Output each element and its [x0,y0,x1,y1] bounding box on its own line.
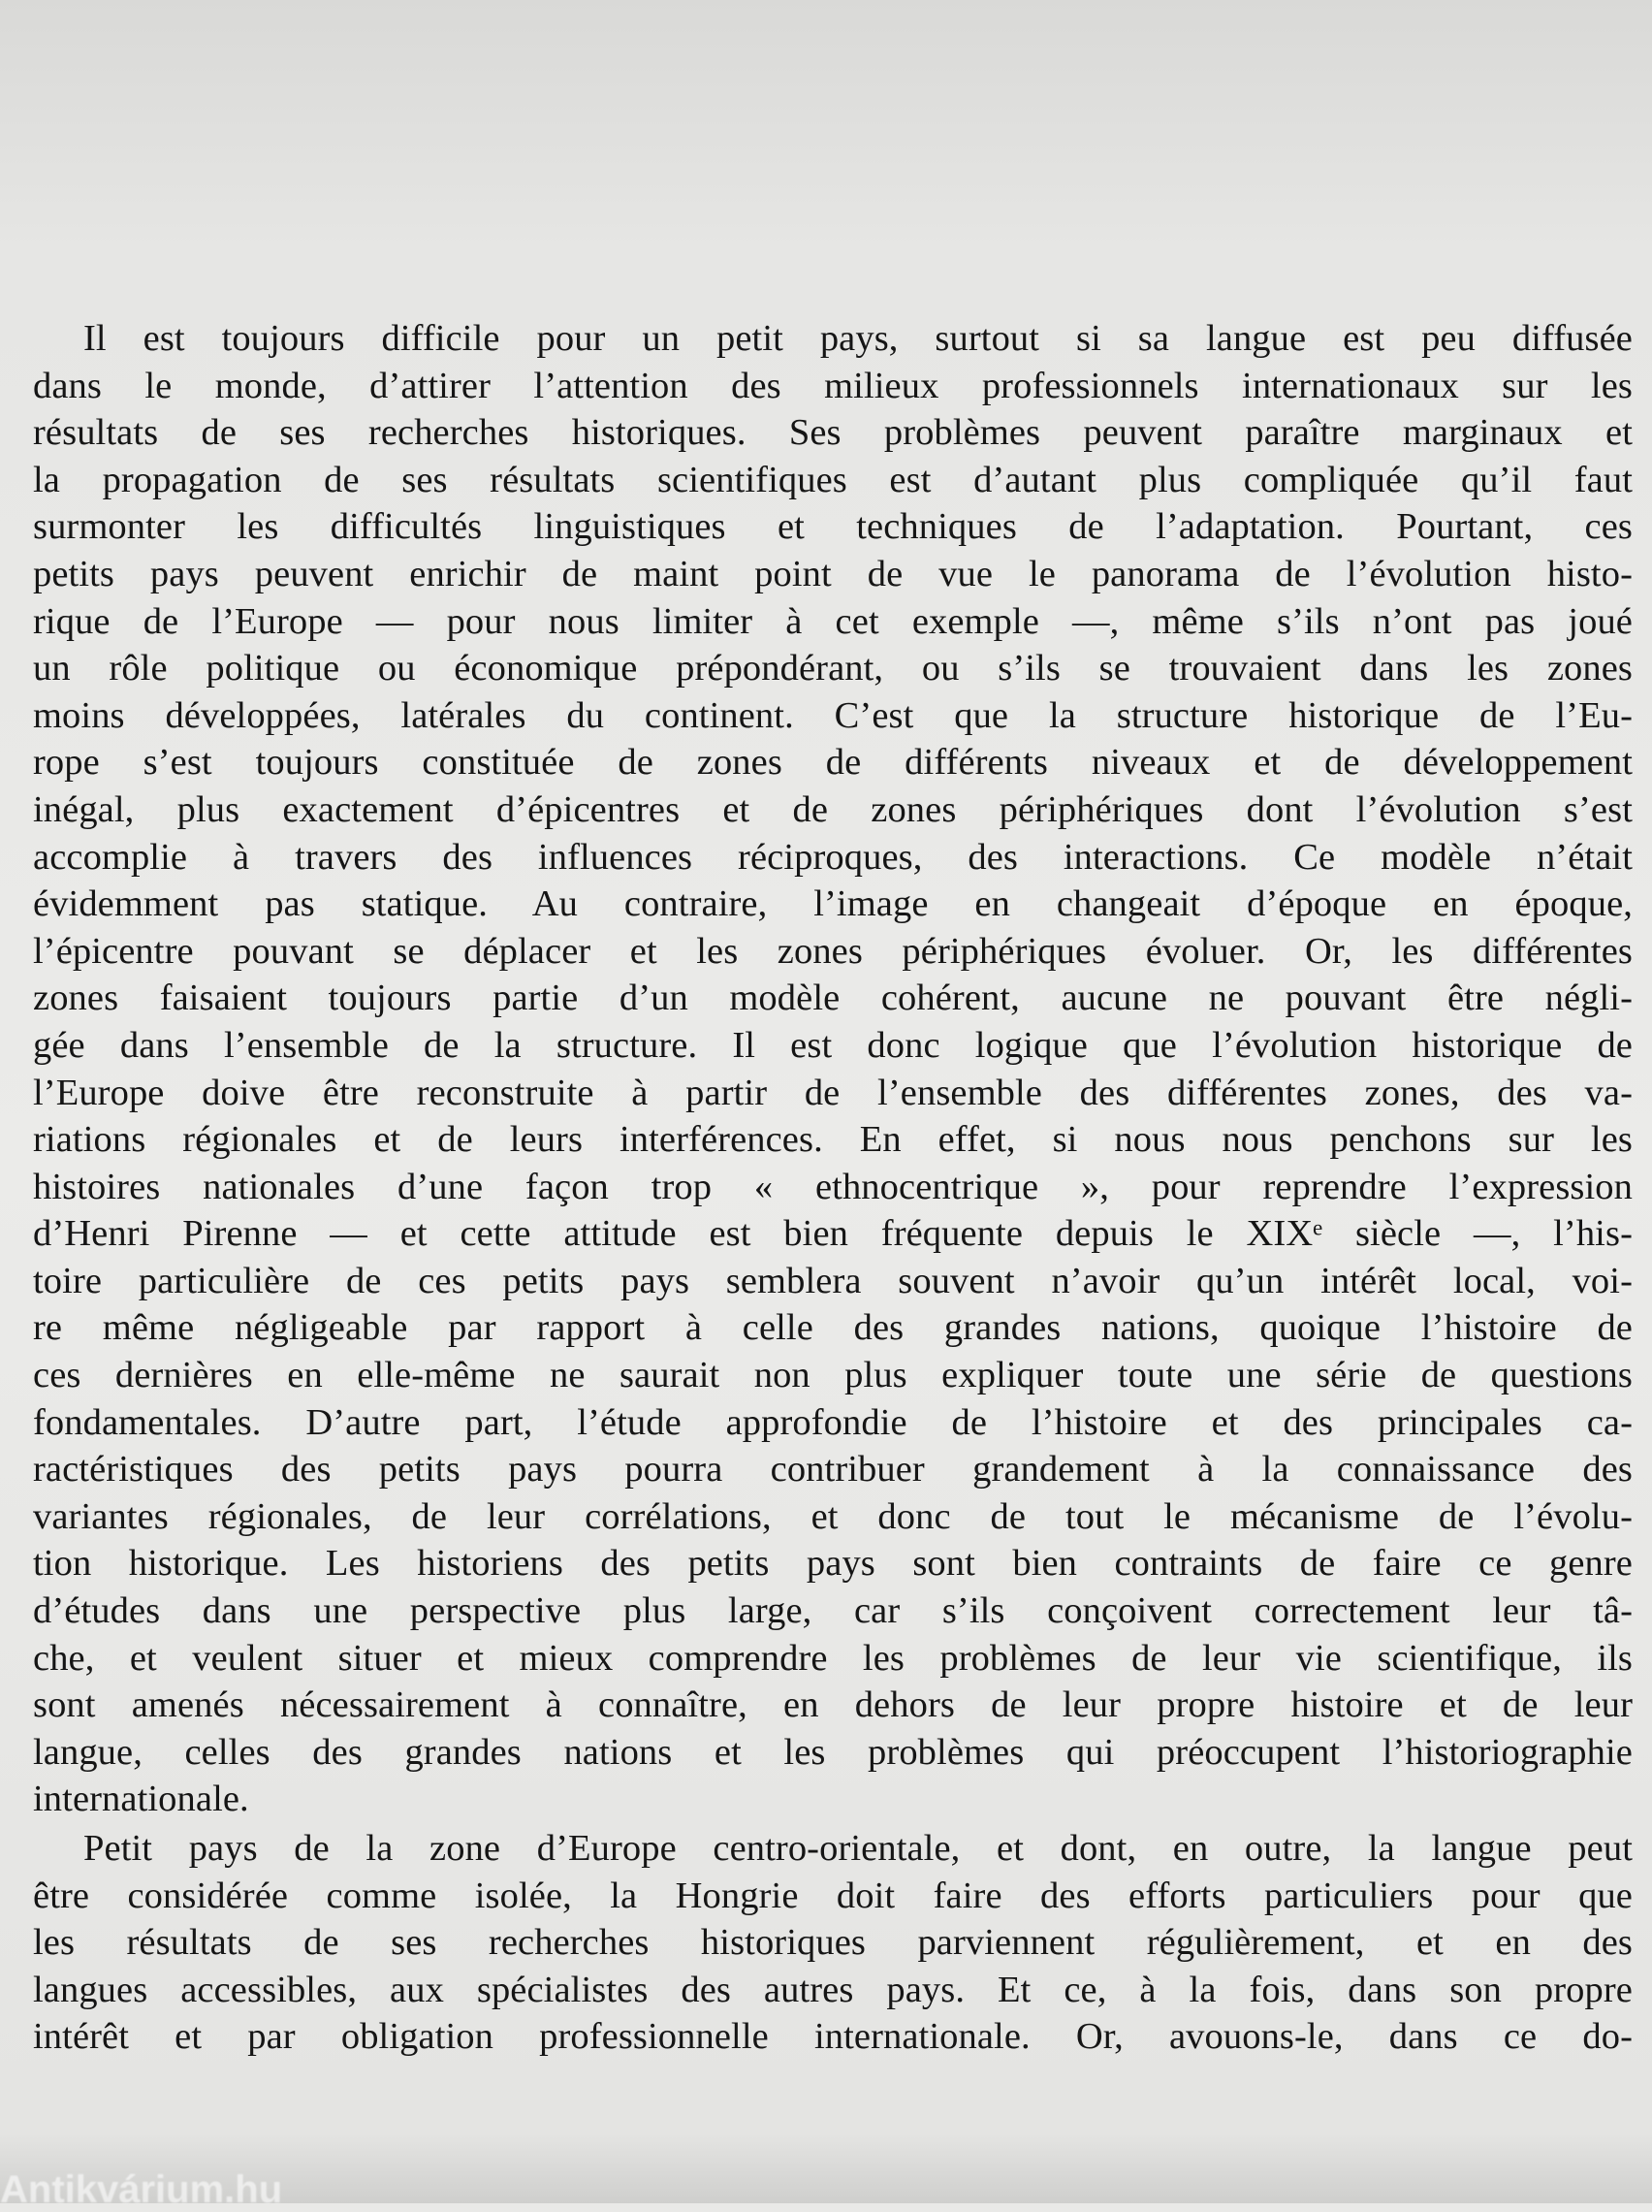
text-line: riations régionales et de leurs interférences. En effet, si nous nous penchons sur les [33,1119,1633,1161]
text-line: l’Europe doive être reconstruite à partir de l’ensemble des différentes zones, des va- [33,1072,1633,1113]
text-line: Il est toujours difficile pour un petit pays, surtout si sa langue est peu diffusée [83,318,1633,359]
text-line: sont amenés nécessairement à connaître, en dehors de leur propre histoire et de leur [33,1684,1633,1726]
body-text [33,315,1633,2061]
text-line: l’épicentre pouvant se déplacer et les zones périphériques évoluer. Or, les différentes [33,930,1633,972]
paragraph-1 [33,315,1633,1823]
text-line: langues accessibles, aux spécialistes des autres pays. Et ce, à la fois, dans son propre [33,1969,1633,2010]
text-line: moins développées, latérales du continent. C’est que la structure historique de l’Eu- [33,694,1633,736]
text-line: toire particulière de ces petits pays semblera souvent n’avoir qu’un intérêt local, voi- [33,1260,1633,1301]
text-line: fondamentales. D’autre part, l’étude approfondie de l’histoire et des principales ca- [33,1401,1633,1443]
text-line: un rôle politique ou économique prépondérant, ou s’ils se trouvaient dans les zones [33,648,1633,689]
text-line: la propagation de ses résultats scientifiques est d’autant plus compliquée qu’il faut [33,459,1633,500]
text-line: histoires nationales d’une façon trop « ethnocentrique », pour reprendre l’expression [33,1166,1633,1207]
text-line: intérêt et par obligation professionnelle internationale. Or, avouons-le, dans ce do- [33,2016,1633,2058]
text-line: résultats de ses recherches historiques. Ses problèmes peuvent paraître marginaux et [33,412,1633,454]
text-line: zones faisaient toujours partie d’un modèle cohérent, aucune ne pouvant être négli- [33,978,1633,1019]
bleed-through-text [873,0,1652,310]
text-line: Petit pays de la zone d’Europe centro-orientale, et dont, en outre, la langue peut [83,1828,1633,1869]
text-line: ces dernières en elle-même ne saurait non plus expliquer toute une série de questions [33,1355,1633,1396]
text-line: petits pays peuvent enrichir de maint point de vue le panorama de l’évolution histo- [33,553,1633,594]
text-line: surmonter les difficultés linguistiques et techniques de l’adaptation. Pourtant, ces [33,506,1633,548]
text-line: langue, celles des grandes nations et les problèmes qui préoccupent l’historiographie [33,1731,1633,1773]
text-line: re même négligeable par rapport à celle des grandes nations, quoique l’histoire de [33,1307,1633,1349]
text-line: d’études dans une perspective plus large, car s’ils conçoivent correctement leur tâ- [33,1590,1633,1632]
text-line: inégal, plus exactement d’épicentres et de zones périphériques dont l’évolution s’est [33,788,1633,830]
paragraph-2 [33,1825,1633,2061]
text-line: être considérée comme isolée, la Hongrie doit faire des efforts particuliers pour que [33,1875,1633,1916]
text-line: d’Henri Pirenne — et cette attitude est bien fréquente depuis le XIXᵉ siècle —, l’his- [33,1213,1633,1255]
text-line: tion historique. Les historiens des petits pays sont bien contraints de faire ce genre [33,1543,1633,1585]
watermark: Antikvárium.hu [0,2168,283,2211]
text-line: variantes régionales, de leur corrélations, et donc de tout le mécanisme de l’évolu- [33,1495,1633,1537]
text-line: les résultats de ses recherches historiques parviennent régulièrement, et en des [33,1922,1633,1964]
text-line: rique de l’Europe — pour nous limiter à cet exemple —, même s’ils n’ont pas joué [33,600,1633,642]
text-line: évidemment pas statique. Au contraire, l’image en changeait d’époque en époque, [33,883,1633,925]
text-line: internationale. [33,1779,249,1820]
text-line: che, et veulent situer et mieux comprendre les problèmes de leur vie scientifique, ils [33,1637,1633,1679]
text-line: dans le monde, d’attirer l’attention des milieux professionnels internationaux sur les [33,365,1633,406]
text-line: gée dans l’ensemble de la structure. Il est donc logique que l’évolution historique de [33,1024,1633,1066]
text-line: rope s’est toujours constituée de zones de différents niveaux et de développement [33,742,1633,784]
text-line: accomplie à travers des influences réciproques, des interactions. Ce modèle n’était [33,836,1633,878]
text-line: ractéristiques des petits pays pourra contribuer grandement à la connaissance des [33,1449,1633,1491]
